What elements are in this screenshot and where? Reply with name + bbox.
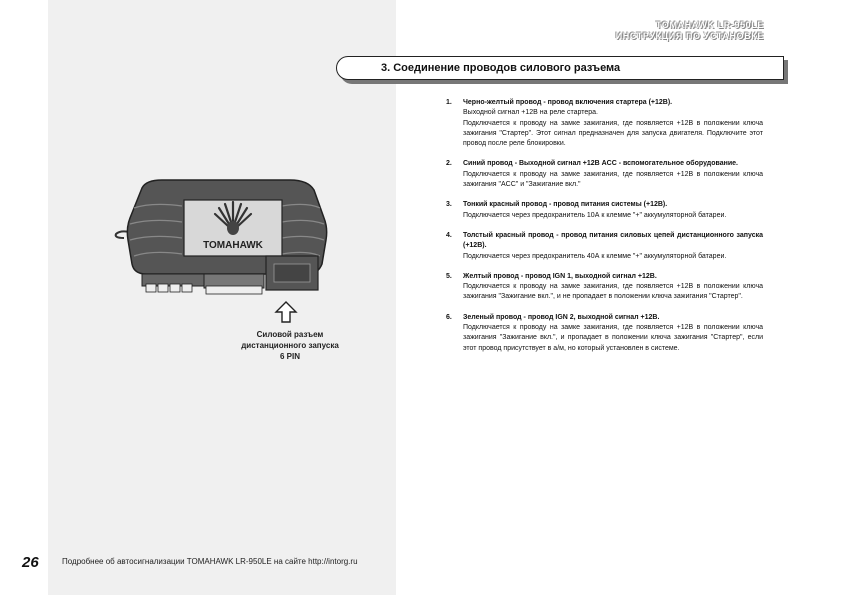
list-item: [443, 313, 763, 354]
item-number: 1.: [446, 99, 452, 106]
footer-text: Подробнее об автосигнализации TOMAHAWK LR-950LE на сайте http://intorg.ru: [62, 557, 358, 566]
item-text: Подключается к проводу на замке зажигания, где появляется +12В в положении ключа зажигания "Зажигание вкл.", и пропадает в положении ключа зажигания "Стартер", если этот провод присутствует в а/м, но который установлен в системе.: [463, 324, 763, 352]
control-unit-svg: [112, 178, 340, 300]
caption-line: дистанционного запуска: [241, 341, 339, 350]
item-title: Толстый красный провод - провод питания силовых цепей дистанционного запуска (+12В).: [463, 231, 763, 250]
item-number: 4.: [446, 231, 452, 239]
header-subtitle: ИНСТРУКЦИЯ ПО УСТАНОВКЕ: [615, 31, 764, 41]
control-unit-illustration: [112, 178, 340, 300]
banner-box: [336, 56, 784, 80]
list-item: [443, 200, 763, 221]
section-banner: [336, 56, 790, 86]
item-number: 3.: [446, 201, 452, 209]
item-text: Подключается к проводу на замке зажигания, где появляется +12В в положении ключа зажигания "Стартер". Этот сигнал предназначен для запуска двигателя. Подключите этот провод после реле блокировки.: [463, 119, 763, 148]
item-title: Желтый провод - провод IGN 1, выходной сигнал +12В.: [463, 272, 657, 280]
item-number: 6.: [446, 313, 452, 321]
item-text: Подключается к проводу на замке зажигания, где появляется +12В в положении ключа зажигания "Зажигание вкл.", и не пропадает в положении ключа зажигания "Стартер".: [463, 283, 763, 301]
item-title: Синий провод - Выходной сигнал +12В ACC - вспомогательное оборудование.: [463, 160, 738, 168]
item-title: Тонкий красный провод - провод питания системы (+12В).: [463, 201, 668, 209]
list-item: [443, 272, 763, 303]
header-model: TOMAHAWK LR-950LE: [655, 20, 764, 30]
up-arrow-icon: [274, 300, 298, 329]
device-brand: TOMAHAWK: [203, 240, 263, 251]
item-text: Подключается через предохранитель 40А к клемме "+" аккумуляторной батареи.: [463, 252, 727, 260]
item-title: Зеленый провод - провод IGN 2, выходной сигнал +12В.: [463, 313, 660, 321]
list-item: [443, 159, 763, 190]
header-title: [616, 20, 764, 42]
item-text: Подключается через предохранитель 10А к клемме "+" аккумуляторной батареи.: [463, 211, 727, 219]
list-item: [443, 231, 763, 262]
connector-caption: [225, 329, 355, 362]
item-text: Выходной сигнал +12В на реле стартера.: [463, 109, 598, 117]
caption-line: 6 PIN: [279, 352, 300, 361]
item-text: Подключается к проводу на замке зажигания, где появляется +12В в положении ключа зажигания "ACC" и "Зажигание вкл.": [463, 170, 763, 189]
caption-line: Силовой разъем: [256, 330, 324, 339]
page-number: 26: [22, 554, 39, 571]
item-title: Черно-желтый провод - провод включения стартера (+12В).: [463, 99, 673, 106]
section-title: 3. Соединение проводов силового разъема: [381, 62, 621, 74]
item-number: 5.: [446, 272, 452, 280]
list-item: [443, 98, 763, 149]
item-number: 2.: [446, 160, 452, 168]
wire-list: [443, 98, 763, 364]
